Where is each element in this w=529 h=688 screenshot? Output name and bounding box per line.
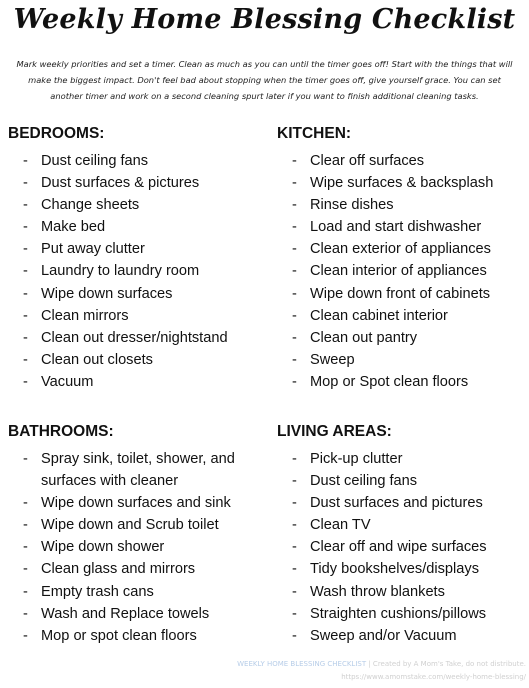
footer-credit: | Created by A Mom's Take, do not distribute. <box>366 660 526 668</box>
checklist-living-areas <box>277 448 529 647</box>
checklist-item-label: Clean glass and mirrors <box>41 561 196 578</box>
dash-bullet: - <box>23 197 28 214</box>
dash-bullet: - <box>292 175 297 192</box>
section-heading-living-areas: LIVING AREAS: <box>277 423 392 440</box>
checklist-item-label: Vacuum <box>41 373 94 390</box>
checklist-item-label: Clean out closets <box>41 351 153 368</box>
checklist-item <box>277 558 529 580</box>
checklist-item-label: Mop or Spot clean floors <box>310 373 469 390</box>
dash-bullet: - <box>23 517 28 534</box>
checklist-item <box>277 371 529 393</box>
checklist-item-label: Dust ceiling fans <box>310 473 418 490</box>
checklist-item <box>277 625 529 647</box>
checklist-item <box>8 603 263 625</box>
dash-bullet: - <box>23 583 28 600</box>
checklist-item-label: Wipe down surfaces and sink <box>41 495 231 512</box>
checklist-bathrooms <box>8 448 263 647</box>
section-bedrooms <box>8 123 263 393</box>
footer <box>237 658 526 684</box>
checklist-item <box>8 238 263 260</box>
dash-bullet: - <box>23 219 28 236</box>
dash-bullet: - <box>23 263 28 280</box>
checklist-item-label: Dust ceiling fans <box>41 153 149 169</box>
checklist-item <box>277 327 529 349</box>
checklist-item-label: Sweep <box>310 351 355 368</box>
checklist-item <box>277 283 529 305</box>
checklist-item-label: Wipe down and Scrub toilet <box>41 517 219 534</box>
checklist-item <box>8 194 263 216</box>
checklist-item <box>8 260 263 282</box>
dash-bullet: - <box>292 451 297 467</box>
dash-bullet: - <box>292 561 297 578</box>
dash-bullet: - <box>23 605 28 622</box>
intro-text: Mark weekly priorities and set a timer. Clean as much as you can until the timer goes off! Start with the things that will make the biggest impact. Don't feel bad about stopping when the timer goes off, give yourself grace. You can set another timer and work on a second cleaning spurt later if you want to finish additional cleaning tasks. <box>16 59 513 101</box>
checklist-item-label: Clean interior of appliances <box>310 263 487 280</box>
checklist-item <box>8 558 263 580</box>
checklist-item-label: Sweep and/or Vacuum <box>310 627 457 644</box>
checklist-item-label: Clean out pantry <box>310 329 418 346</box>
checklist-item-label: Load and start dishwasher <box>310 219 482 236</box>
checklist-item-label: Rinse dishes <box>310 197 394 214</box>
dash-bullet: - <box>292 351 297 368</box>
checklist-item-label: Dust surfaces & pictures <box>41 175 200 192</box>
dash-bullet: - <box>23 285 28 302</box>
checklist-kitchen <box>277 150 529 393</box>
dash-bullet: - <box>292 153 297 169</box>
checklist-item <box>277 194 529 216</box>
checklist-item-label: Wipe down shower <box>41 539 165 556</box>
checklist-item-label: Dust surfaces and pictures <box>310 495 483 512</box>
checklist-item <box>8 327 263 349</box>
checklist-item <box>277 470 529 492</box>
footer-url: https://www.amomstake.com/weekly-home-blessing/ <box>341 673 526 681</box>
checklist-item-label: Wash and Replace towels <box>41 605 210 622</box>
checklist-item-label: Empty trash cans <box>41 583 154 600</box>
checklist-item-label: Clean mirrors <box>41 307 129 324</box>
checklist-item-label: Tidy bookshelves/displays <box>310 561 479 578</box>
checklist-item <box>8 492 263 514</box>
dash-bullet: - <box>292 373 297 390</box>
checklist-item <box>277 238 529 260</box>
section-heading-bedrooms: BEDROOMS: <box>8 125 105 142</box>
checklist-item-label: Straighten cushions/pillows <box>310 605 487 622</box>
dash-bullet: - <box>292 263 297 280</box>
checklist-item <box>8 536 263 558</box>
checklist-bedrooms <box>8 150 263 393</box>
checklist-item <box>8 581 263 603</box>
dash-bullet: - <box>292 241 297 258</box>
checklist-item <box>8 172 263 194</box>
checklist-item-label: Mop or spot clean floors <box>41 627 197 644</box>
dash-bullet: - <box>23 627 28 644</box>
checklist-item-label: Change sheets <box>41 197 140 214</box>
checklist-item <box>277 581 529 603</box>
checklist-item <box>8 625 263 647</box>
checklist-item <box>8 150 263 172</box>
dash-bullet: - <box>292 605 297 622</box>
dash-bullet: - <box>292 517 297 534</box>
checklist-item <box>8 305 263 327</box>
section-heading-kitchen: KITCHEN: <box>277 125 352 142</box>
checklist-item <box>277 260 529 282</box>
checklist-item-label: Pick-up clutter <box>310 451 403 467</box>
checklist-item <box>8 514 263 536</box>
dash-bullet: - <box>23 175 28 192</box>
checklist-item <box>277 150 529 172</box>
dash-bullet: - <box>292 219 297 236</box>
section-kitchen <box>277 123 529 393</box>
checklist-item-label: Make bed <box>41 219 106 236</box>
section-living-areas <box>277 421 529 647</box>
dash-bullet: - <box>292 473 297 490</box>
checklist-item <box>277 448 529 470</box>
checklist-item <box>277 216 529 238</box>
checklist-item <box>277 172 529 194</box>
checklist-item-label: Wipe down front of cabinets <box>310 285 491 302</box>
dash-bullet: - <box>23 373 28 390</box>
checklist-item <box>8 283 263 305</box>
dash-bullet: - <box>292 539 297 556</box>
checklist-item-label: Wipe down surfaces <box>41 285 173 302</box>
checklist-item <box>277 492 529 514</box>
section-bathrooms <box>8 421 263 647</box>
checklist-item-label: Clear off and wipe surfaces <box>310 539 487 556</box>
checklist-item-label: Clean TV <box>310 517 371 534</box>
dash-bullet: - <box>23 561 28 578</box>
dash-bullet: - <box>292 197 297 214</box>
dash-bullet: - <box>23 495 28 512</box>
checklist-item <box>8 371 263 393</box>
checklist-item <box>8 216 263 238</box>
checklist-item <box>277 349 529 371</box>
checklist-item-label: Wipe surfaces & backsplash <box>310 175 494 192</box>
checklist-item-label: Clear off surfaces <box>310 153 425 169</box>
dash-bullet: - <box>292 495 297 512</box>
footer-title: WEEKLY HOME BLESSING CHECKLIST <box>237 660 367 668</box>
dash-bullet: - <box>292 627 297 644</box>
page-title: Weekly Home Blessing Checklist <box>13 4 516 35</box>
section-heading-bathrooms: BATHROOMS: <box>8 423 114 440</box>
checklist-item-label: Clean cabinet interior <box>310 307 448 324</box>
checklist-item <box>277 536 529 558</box>
dash-bullet: - <box>292 583 297 600</box>
dash-bullet: - <box>23 539 28 556</box>
dash-bullet: - <box>23 307 28 324</box>
dash-bullet: - <box>292 285 297 302</box>
checklist-item-label: Clean out dresser/nightstand <box>41 329 228 346</box>
dash-bullet: - <box>292 329 297 346</box>
dash-bullet: - <box>23 329 28 346</box>
dash-bullet: - <box>292 307 297 324</box>
dash-bullet: - <box>23 451 28 467</box>
checklist-item <box>277 514 529 536</box>
checklist-item <box>8 349 263 371</box>
checklist-item-label: Clean exterior of appliances <box>310 241 491 258</box>
checklist-item-label: Spray sink, toilet, shower, and surfaces with cleaner <box>41 451 235 490</box>
checklist-item-label: Laundry to laundry room <box>41 263 200 280</box>
footer-credit-line <box>237 658 526 671</box>
dash-bullet: - <box>23 351 28 368</box>
dash-bullet: - <box>23 241 28 258</box>
checklist-item <box>277 603 529 625</box>
checklist-item-label: Wash throw blankets <box>310 583 445 600</box>
checklist-item-label: Put away clutter <box>41 241 145 258</box>
checklist-item <box>277 305 529 327</box>
dash-bullet: - <box>23 153 28 169</box>
checklist-item <box>8 448 263 492</box>
